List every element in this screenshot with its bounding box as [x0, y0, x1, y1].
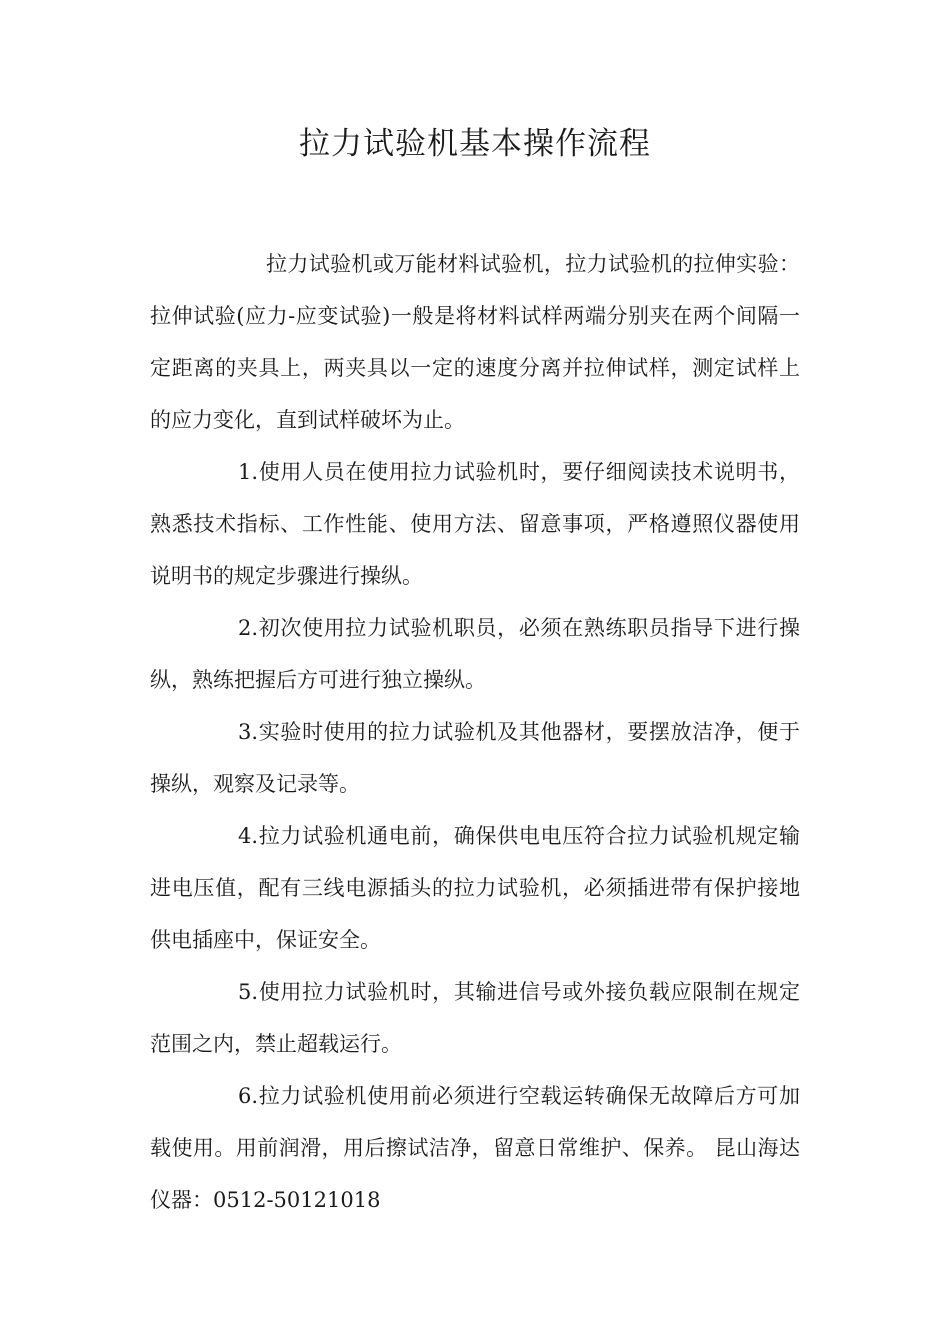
document-title: 拉力试验机基本操作流程: [299, 126, 651, 162]
step-5-paragraph: 5.使用拉力试验机时，其输进信号或外接负载应限制在规定范围之内，禁止超载运行。: [150, 980, 800, 1056]
step-1-paragraph: 1.使用人员在使用拉力试验机时，要仔细阅读技术说明书，熟悉技术指标、工作性能、使用方法、留意事项，严格遵照仪器使用说明书的规定步骤进行操纵。: [150, 460, 800, 588]
step-2-paragraph: 2.初次使用拉力试验机职员，必须在熟练职员指导下进行操纵，熟练把握后方可进行独立操纵。: [150, 616, 800, 692]
step-6-paragraph: 6.拉力试验机使用前必须进行空载运转确保无故障后方可加载使用。用前润滑，用后擦试洁净，留意日常维护、保养。 昆山海达仪器：0512-50121018: [150, 1084, 800, 1212]
intro-paragraph: 拉力试验机或万能材料试验机，拉力试验机的拉伸实验：拉伸试验(应力-应变试验)一般是将材料试样两端分别夹在两个间隔一定距离的夹具上，两夹具以一定的速度分离并拉伸试样，测定试样上的应力变化，直到试样破坏为止。: [150, 252, 800, 432]
document-body: [150, 238, 800, 1226]
step-3-paragraph: 3.实验时使用的拉力试验机及其他器材，要摆放洁净，便于操纵，观察及记录等。: [150, 720, 800, 796]
step-4-paragraph: 4.拉力试验机通电前，确保供电电压符合拉力试验机规定输进电压值，配有三线电源插头的拉力试验机，必须插进带有保护接地供电插座中，保证安全。: [150, 824, 800, 952]
